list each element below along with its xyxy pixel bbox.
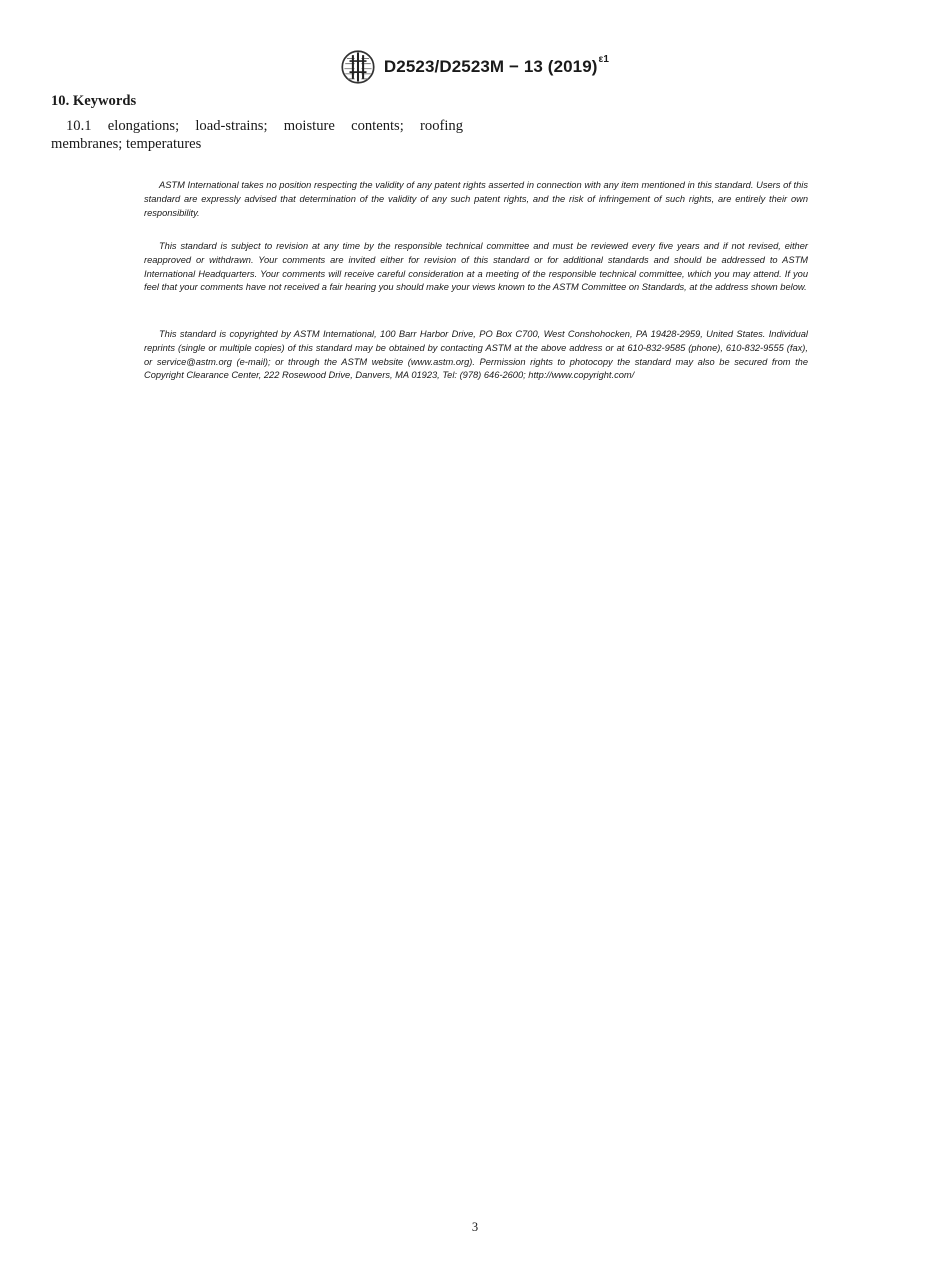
revision-notice: This standard is subject to revision at any time by the responsible technical committee and must be reviewed every five years and if not revised, either reapproved or withdrawn. Your comments are invited either for revision of this standard or for additional standards and should be addressed to ASTM International Headquarters. Your comments will receive careful consideration at a meeting of the responsible technical committee, which you may attend. If you feel that your comments have not received a fair hearing you should make your views known to the ASTM Committee on Standards, at the address shown below. [144,241,808,293]
epsilon-superscript: ε1 [598,54,610,66]
keywords-paragraph: 10.1 elongations; load-strains; moisture contents; roofing membranes; temperatures [51,118,463,152]
copyright-notice: This standard is copyrighted by ASTM International, 100 Barr Harbor Drive, PO Box C700, West Conshohocken, PA 19428-2959, United States. Individual reprints (single or multiple copies) of this standard may be obtained by contacting ASTM at the above address or at 610-832-9585 (phone), 610-832-9555 (fax), or service@astm.org (e-mail); or through the ASTM website (www.astm.org). Permission rights to photocopy the standard may also be secured from the Copyright Clearance Center, 222 Rosewood Drive, Danvers, MA 01923, Tel: (978) 646-2600; http://www.copyright.com/ [144,329,808,381]
page-number: 3 [471,1220,479,1234]
section-heading: 10. Keywords [51,93,137,109]
standard-designation: D2523/D2523M − 13 $(2019)^{\varepsilon 1}$ [383,54,610,76]
patent-notice: ASTM International takes no position respecting the validity of any patent rights asserted in connection with any item mentioned in this standard. Users of this standard are expressly advised that determination of the validity of any such patent rights, and the risk of infringement of such rights, are entirely their own responsibility. [144,180,808,218]
page-header [0,50,950,84]
astm-logo-icon [341,50,375,84]
keywords-section [51,93,463,153]
